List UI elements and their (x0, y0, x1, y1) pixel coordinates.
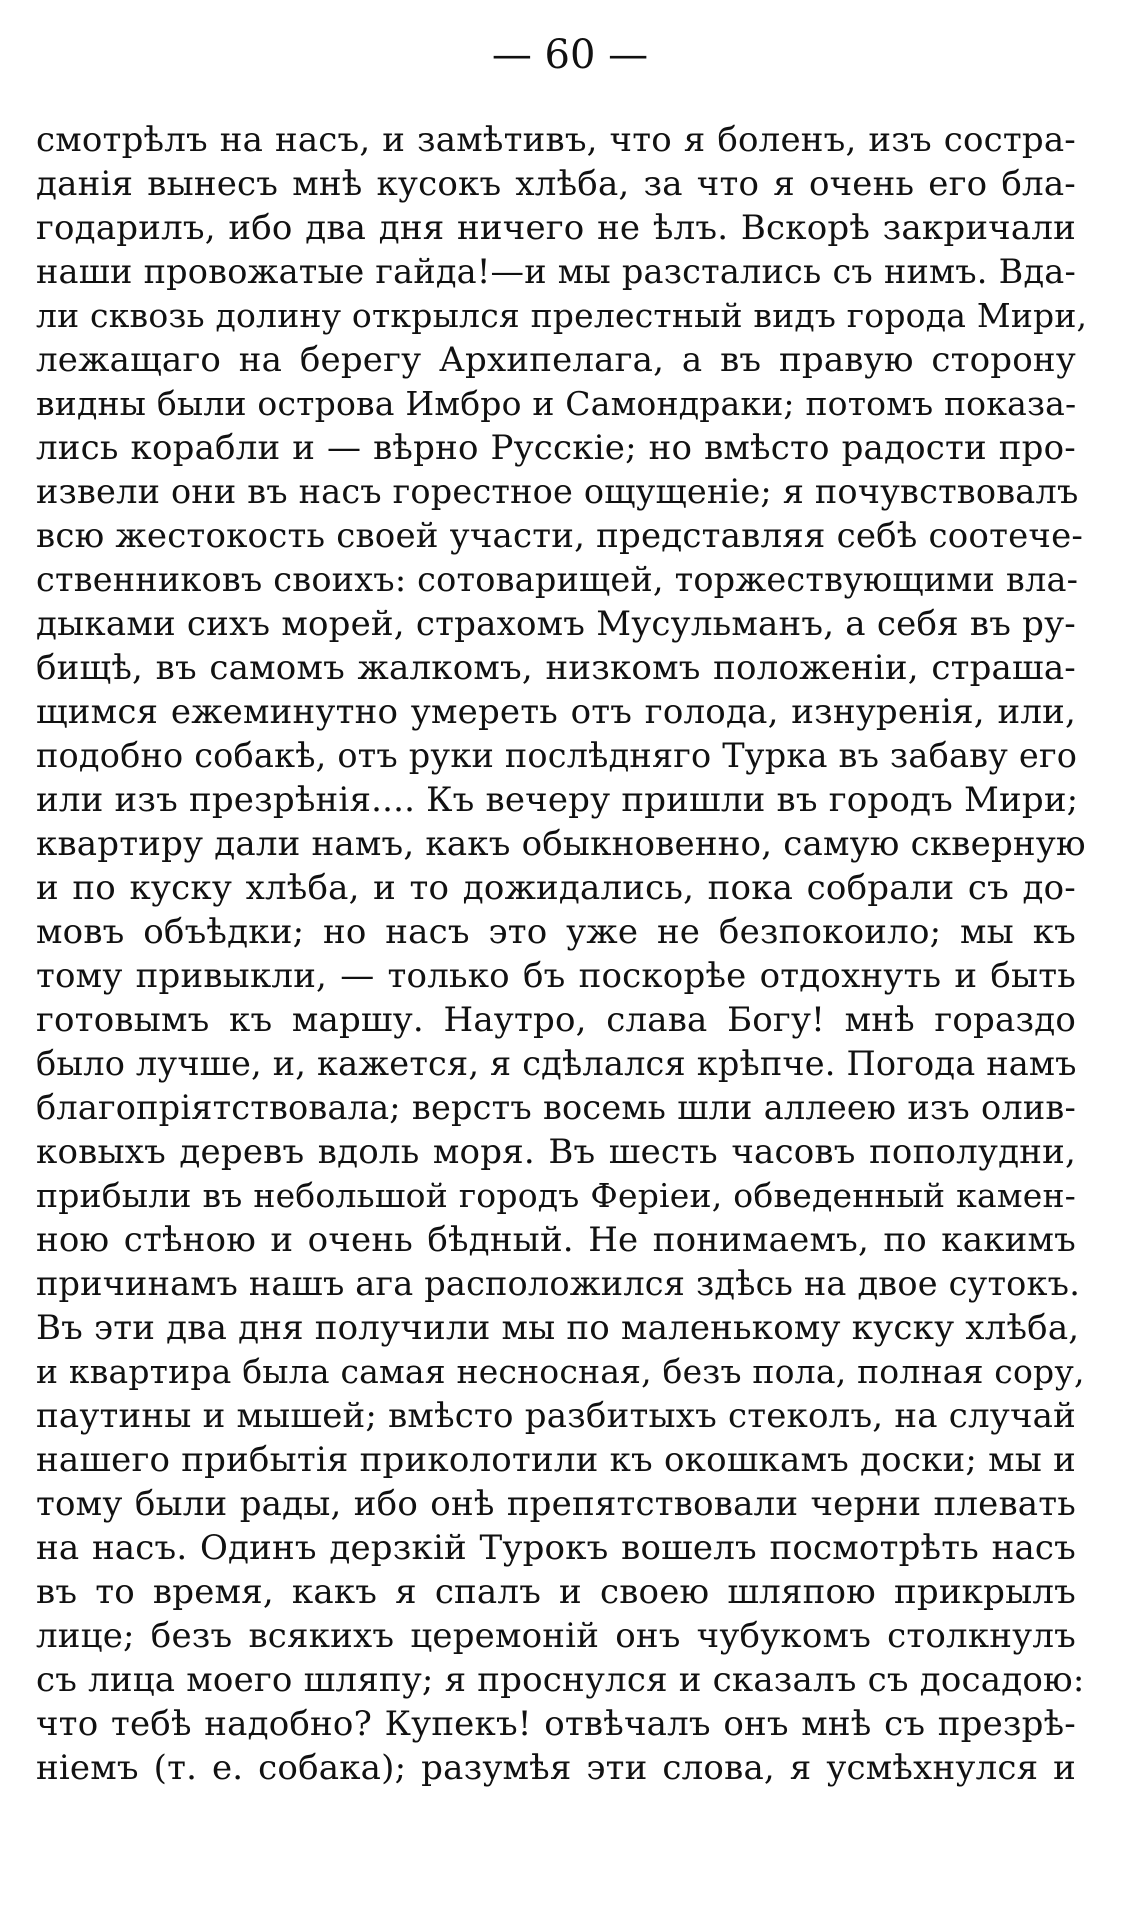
text-line: подобно собакѣ, отъ руки послѣдняго Турка въ забаву его (36, 736, 1078, 775)
text-line: ли сквозь долину открылся прелестный видъ города Мири, (36, 296, 1088, 335)
text-line: было лучше, и, кажется, я сдѣлался крѣпче. Погода намъ (36, 1044, 1077, 1083)
text-line: мовъ объѣдки; но насъ это уже не безпокоило; мы къ (36, 912, 1076, 952)
text-line: прибыли въ небольшой городъ Феріеи, обведенный камен- (36, 1176, 1076, 1215)
text-line: тому привыкли, — только бъ поскорѣе отдохнуть и быть (36, 956, 1076, 996)
text-line: ніемъ (т. е. собака); разумѣя эти слова, я усмѣхнулся и (36, 1748, 1076, 1788)
text-line: наши провожатые гайда!—и мы разстались съ нимъ. Вда- (36, 252, 1076, 291)
text-line: квартиру дали намъ, какъ обыкновенно, самую скверную (36, 824, 1086, 864)
text-line: благопріятствовала; верстъ восемь шли аллеею изъ олив- (36, 1088, 1076, 1127)
text-line: на насъ. Одинъ дерзкій Турокъ вошелъ посмотрѣть насъ (36, 1528, 1076, 1568)
text-line: съ лица моего шляпу; я проснулся и сказалъ съ досадою: (36, 1660, 1085, 1700)
text-line: причинамъ нашъ ага расположился здѣсь на двое сутокъ. (36, 1264, 1081, 1303)
text-line: ственниковъ своихъ: сотоварищей, торжествующими вла- (36, 560, 1079, 599)
text-line: что тебѣ надобно? Купекъ! отвѣчалъ онъ мнѣ съ презрѣ- (36, 1704, 1076, 1744)
page-body-text (36, 118, 1088, 1790)
page-number: — 60 — (491, 32, 649, 78)
text-line: дыками сихъ морей, страхомъ Мусульманъ, а себя въ ру- (36, 604, 1076, 644)
text-line: извели они въ насъ горестное ощущеніе; я почувствовалъ (36, 472, 1079, 511)
text-line: видны были острова Имбро и Самондраки; потомъ показа- (36, 384, 1077, 423)
text-line: нашего прибытія приколотили къ окошкамъ доски; мы и (36, 1440, 1076, 1480)
text-line: смотрѣлъ на насъ, и замѣтивъ, что я боленъ, изъ состра- (36, 120, 1076, 160)
text-line: тому были рады, ибо онѣ препятствовали черни плевать (36, 1484, 1076, 1524)
text-line: и квартира была самая несносная, безъ пола, полная сору, (36, 1352, 1085, 1391)
text-line: Въ эти два дня получили мы по маленькому куску хлѣба, (36, 1308, 1080, 1348)
text-line: и по куску хлѣба, и то дожидались, пока собрали съ до- (36, 868, 1076, 908)
text-line: бищѣ, въ самомъ жалкомъ, низкомъ положеніи, страша- (36, 648, 1076, 688)
text-line: ковыхъ деревъ вдоль моря. Въ шесть часовъ пополудни, (36, 1132, 1076, 1172)
text-line: лице; безъ всякихъ церемоній онъ чубукомъ столкнулъ (36, 1616, 1076, 1656)
text-line: лежащаго на берегу Архипелага, а въ правую сторону (36, 340, 1076, 380)
text-line: ною стѣною и очень бѣдный. Не понимаемъ, по какимъ (36, 1220, 1076, 1260)
text-line: данія вынесъ мнѣ кусокъ хлѣба, за что я очень его бла- (36, 164, 1076, 204)
text-line: лись корабли и — вѣрно Русскіе; но вмѣсто радости про- (36, 428, 1076, 468)
text-line: всю жестокость своей участи, представляя себѣ соотече- (36, 516, 1084, 556)
text-line: паутины и мышей; вмѣсто разбитыхъ стеколъ, на случай (36, 1396, 1076, 1436)
text-line: годарилъ, ибо два дня ничего не ѣлъ. Вскорѣ закричали (36, 208, 1076, 248)
text-line: въ то время, какъ я спалъ и своею шляпою прикрылъ (36, 1572, 1076, 1612)
text-line: или изъ презрѣнія.... Къ вечеру пришли въ городъ Мири; (36, 780, 1079, 820)
text-line: щимся ежеминутно умереть отъ голода, изнуренія, или, (36, 692, 1076, 732)
text-line: готовымъ къ маршу. Наутро, слава Богу! мнѣ гораздо (36, 1000, 1076, 1040)
